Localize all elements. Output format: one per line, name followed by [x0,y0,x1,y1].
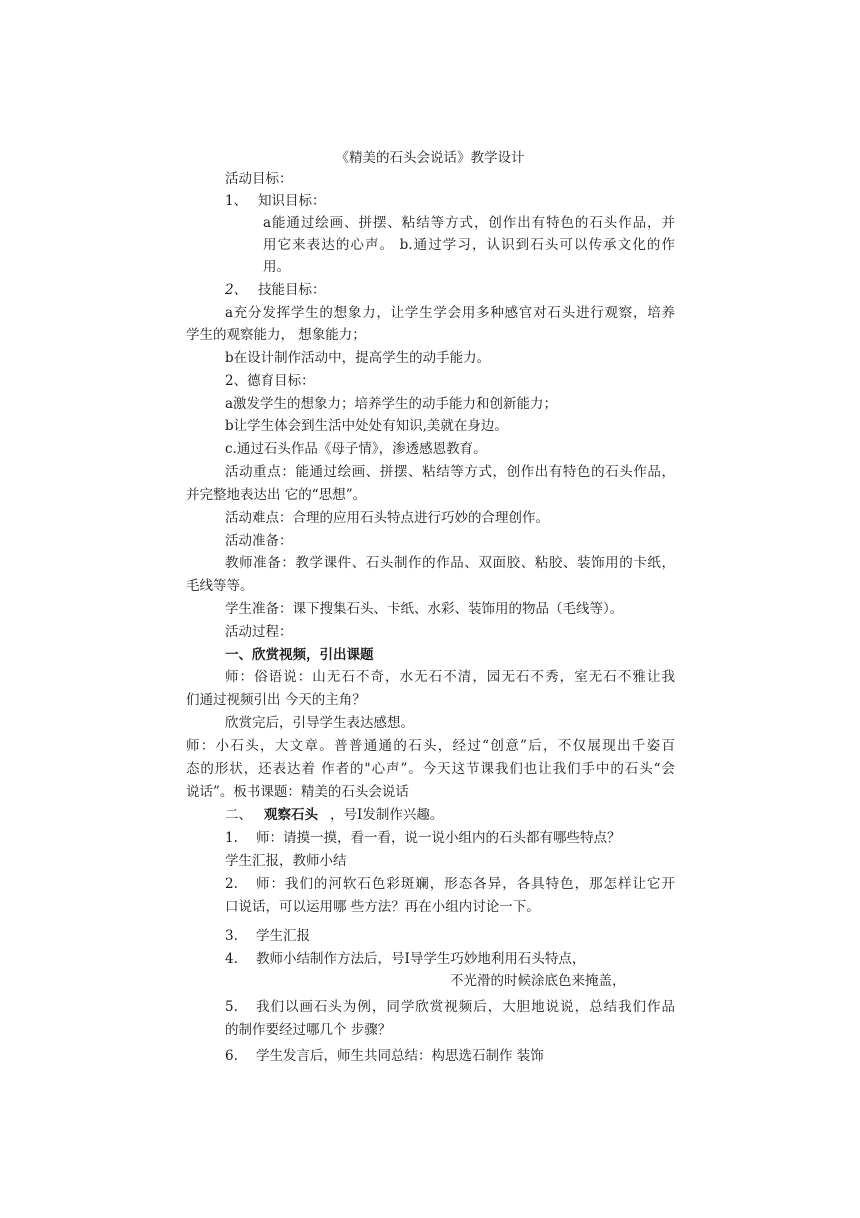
text-line: 技能目标： [258,282,326,298]
text-line: 我们以画石头为例，同学欣赏视频后，大胆地说说，总结我们作品 [256,999,675,1015]
text-line: 知识目标： [258,193,326,209]
text-line: 说话”。板书课题：精美的石头会说话 [186,784,409,800]
text-line: 学生的观察能力， 想象能力； [186,327,366,343]
text-line: 教师准备：教学课件、石头制作的作品、双面胶、粘胶、装饰用的卡纸， [225,555,675,571]
text-line: 并完整地表达出 它的“思想”。 [186,487,367,503]
text-line: 欣赏完后，引导学生表达感想。 [225,715,414,731]
text-line: 不光滑的时候涂底色来掩盖， [450,973,626,989]
text-line: a激发学生的想象力；培养学生的动手能力和创新能力； [225,396,558,412]
text-line: 口说话，可以运用哪 些方法？再在小组内讨论一下。 [225,899,540,915]
list-number: 5. [225,999,238,1015]
text-line: 态的形状，还表达着 作者的"心声”。今天这节课我们也让我们手中的石头“会 [186,761,675,777]
text-line: ，号I发制作兴趣。 [330,807,444,823]
list-number: 2、 [225,282,248,298]
text-line: 用。 [263,259,290,275]
text-line: a能通过绘画、拼摆、粘结等方式，创作出有特色的石头作品，并 [263,215,675,231]
text-line: 的制作要经过哪几个 步骤？ [225,1022,392,1038]
text-line: 师：我们的河软石色彩斑斓，形态各异，各具特色，那怎样让它开 [256,876,675,892]
text-line: 师：俗语说：山无石不奇，水无石不清，园无石不秀，室无石不雅让我 [225,669,675,685]
text-line: c.通过石头作品《母子情》，渗透感恩教育。 [225,441,487,457]
list-number: 1、 [225,193,248,209]
text-line: 学生发言后，师生共同总结：构思选石制作 装饰 [256,1048,544,1064]
text-line: 2、德育目标： [225,373,315,389]
text-line: 师：小石头，大文章。普普通通的石头，经过“创意”后，不仅展现出千姿百 [186,738,675,754]
text-line: b让学生体会到生活中处处有知识,美就在身边。 [225,418,508,434]
section-heading: 观察石头 [264,807,318,823]
text-line: 活动难点：合理的应用石头特点进行巧妙的合理创作。 [225,510,549,526]
text-line: 活动准备： [225,533,293,549]
list-number: 4. [225,951,238,967]
list-number: 2. [225,876,238,892]
text-line: b在设计制作活动中，提高学生的动手能力。 [225,350,491,366]
text-line: 活动目标： [225,171,293,187]
text-line: 毛线等等。 [186,578,254,594]
list-number: 1. [225,830,238,846]
text-line: 师：请摸一摸，看一看，说一说小组内的石头都有哪些特点？ [256,830,621,846]
text-line: 们通过视频引出 今天的主角？ [186,692,366,708]
text-line: 学生汇报 [256,928,310,944]
text-line: 活动重点：能通过绘画、拼摆、粘结等方式，创作出有特色的石头作品， [225,464,675,480]
document-title: 《精美的石头会说话》教学设计 [335,150,525,166]
text-line: 教师小结制作方法后，号I导学生巧妙地利用石头特点， [256,951,586,967]
text-line: 学生准备：课下搜集石头、卡纸、水彩、装饰用的物品（毛线等）。 [225,601,624,617]
text-line: a充分发挥学生的想象力，让学生学会用多种感官对石头进行观察，培养 [225,305,675,321]
text-line: 用它来表达的心声。 b.通过学习，认识到石头可以传承文化的作 [263,237,675,253]
text-line: 活动过程： [225,624,293,640]
text-line: 学生汇报，教师小结 [225,853,347,869]
list-number: 3. [225,928,238,944]
list-number: 二、 [225,807,252,823]
list-number: 6. [225,1048,238,1064]
section-heading: 一、欣赏视频，引出课题 [225,647,374,663]
